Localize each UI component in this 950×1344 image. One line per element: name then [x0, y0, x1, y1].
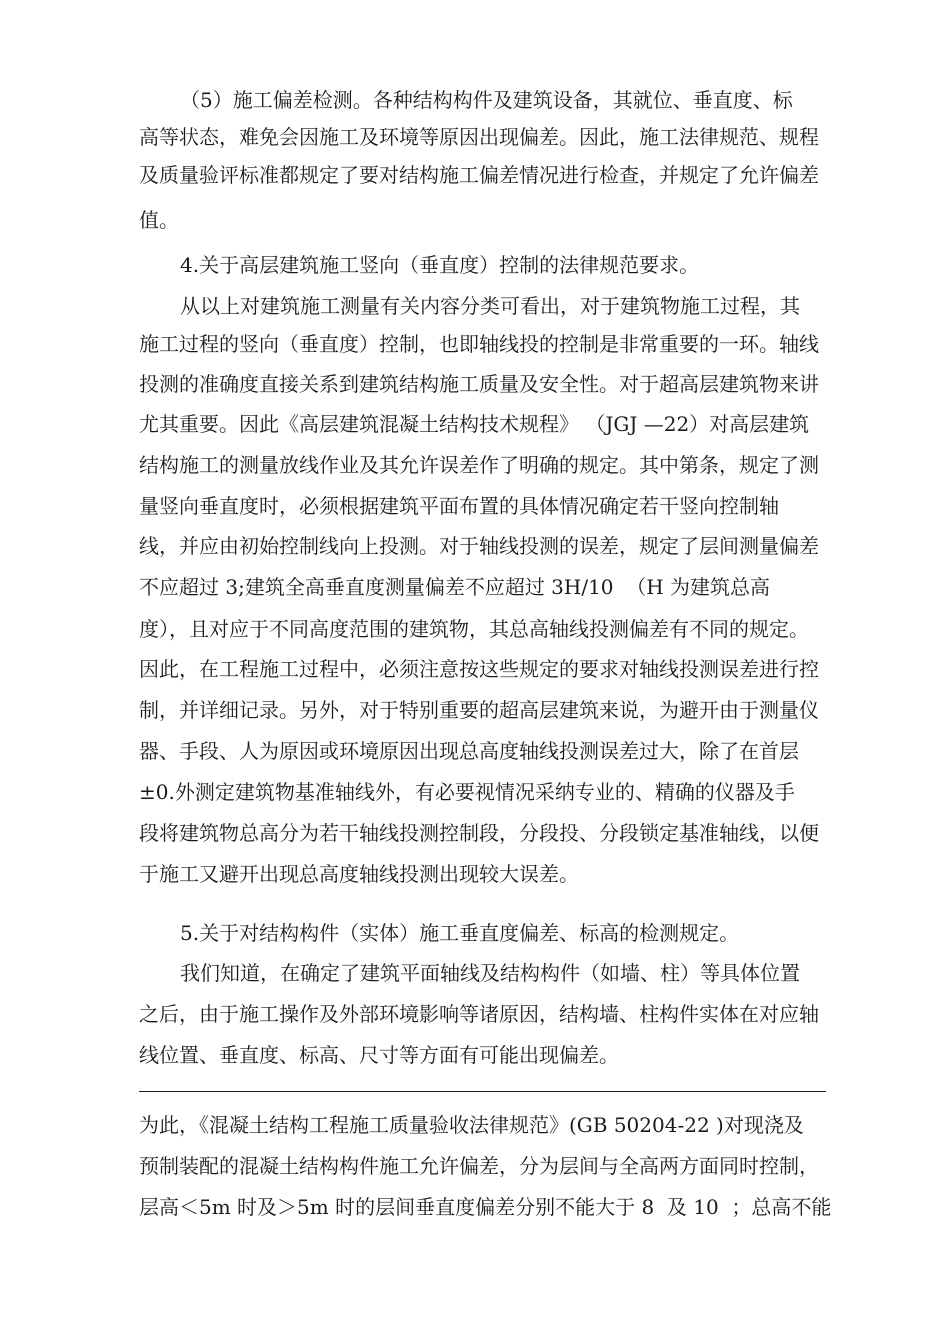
paragraph-line: 预制装配的混凝土结构构件施工允许偏差，分为层间与全高两方面同时控制， [139, 1154, 819, 1178]
paragraph-line: 尤其重要。因此《高层建筑混凝土结构技术规程》 （JGJ —22）对高层建筑 [139, 412, 810, 436]
paragraph-line: 量竖向垂直度时，必须根据建筑平面布置的具体情况确定若干竖向控制轴 [139, 494, 779, 518]
paragraph-line: 线，并应由初始控制线向上投测。对于轴线投测的误差，规定了层间测量偏差 [139, 534, 819, 558]
paragraph-line: 施工过程的竖向（垂直度）控制，也即轴线投的控制是非常重要的一环。轴线 [139, 332, 819, 356]
paragraph-line: 度），且对应于不同高度范围的建筑物，其总高轴线投测偏差有不同的规定。 [139, 617, 809, 641]
paragraph-line: 制，并详细记录。另外，对于特别重要的超高层建筑来说，为避开由于测量仪 [139, 698, 819, 722]
paragraph-line: 我们知道，在确定了建筑平面轴线及结构构件（如墙、柱）等具体位置 [180, 961, 800, 985]
paragraph-line: 高等状态，难免会因施工及环境等原因出现偏差。因此，施工法律规范、规程 [139, 125, 819, 149]
paragraph-line: 段将建筑物总高分为若干轴线投测控制段，分段投、分段锁定基准轴线，以便 [139, 821, 819, 845]
paragraph-line: 结构施工的测量放线作业及其允许误差作了明确的规定。其中第条，规定了测 [139, 453, 819, 477]
paragraph-line: 从以上对建筑施工测量有关内容分类可看出，对于建筑物施工过程，其 [180, 294, 800, 318]
paragraph-line: 于施工又避开出现总高度轴线投测出现较大误差。 [139, 862, 579, 886]
paragraph-line: ±0.外测定建筑物基准轴线外，有必要视情况采纳专业的、精确的仪器及手 [139, 780, 795, 804]
paragraph-line: 为此，《混凝土结构工程施工质量验收法律规范》(GB 50204-22 )对现浇及 [139, 1113, 804, 1137]
paragraph-line: 之后，由于施工操作及外部环境影响等诸原因，结构墙、柱构件实体在对应轴 [139, 1002, 819, 1026]
horizontal-divider [139, 1091, 826, 1092]
section-heading: 4.关于高层建筑施工竖向（垂直度）控制的法律规范要求。 [180, 253, 700, 277]
paragraph-line: 及质量验评标准都规定了要对结构施工偏差情况进行检查，并规定了允许偏差 [139, 163, 819, 187]
paragraph-line: 器、手段、人为原因或环境原因出现总高度轴线投测误差过大，除了在首层 [139, 739, 799, 763]
paragraph-line: （5）施工偏差检测。各种结构构件及建筑设备，其就位、垂直度、标 [180, 88, 793, 112]
paragraph-line: 值。 [139, 208, 179, 232]
paragraph-line: 因此，在工程施工过程中，必须注意按这些规定的要求对轴线投测误差进行控 [139, 657, 819, 681]
paragraph-line: 层高＜5m 时及＞5m 时的层间垂直度偏差分别不能大于 8 及 10 ；总高不能 [139, 1195, 832, 1219]
paragraph-line: 不应超过 3;建筑全高垂直度测量偏差不应超过 3H/10 （H 为建筑总高 [139, 575, 771, 599]
paragraph-line: 线位置、垂直度、标高、尺寸等方面有可能出现偏差。 [139, 1043, 619, 1067]
paragraph-line: 投测的准确度直接关系到建筑结构施工质量及安全性。对于超高层建筑物来讲 [139, 372, 819, 396]
section-heading: 5.关于对结构构件（实体）施工垂直度偏差、标高的检测规定。 [180, 921, 740, 945]
